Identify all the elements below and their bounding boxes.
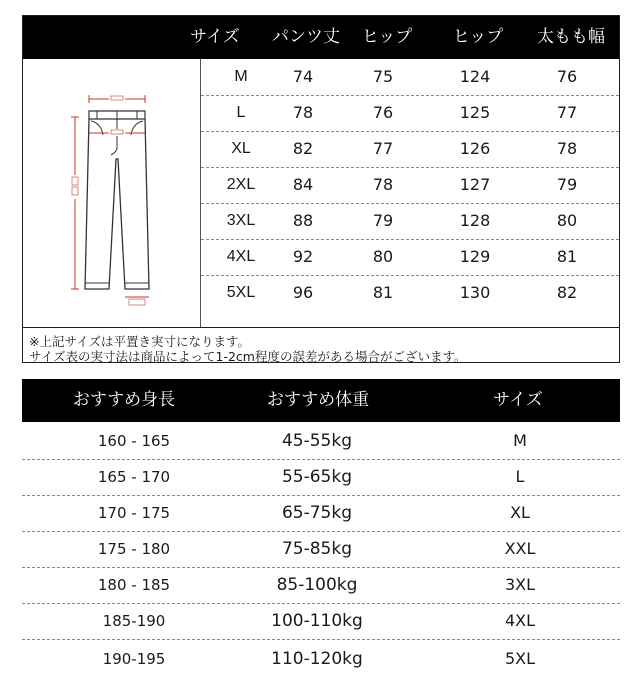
cell-length: 88 bbox=[292, 211, 314, 230]
cell-height: 185-190 bbox=[102, 612, 166, 630]
pants-diagram-icon bbox=[23, 59, 201, 327]
cell-hip: 79 bbox=[372, 211, 394, 230]
cell-hip: 80 bbox=[372, 247, 394, 266]
table-row bbox=[201, 167, 619, 203]
table-row bbox=[22, 495, 620, 531]
cell-length: 78 bbox=[292, 103, 314, 122]
cell-thigh: 82 bbox=[556, 283, 578, 302]
cell-length: 84 bbox=[292, 175, 314, 194]
cell-length: 74 bbox=[292, 67, 314, 86]
cell-length: 92 bbox=[292, 247, 314, 266]
cell-weight: 65-75kg bbox=[281, 503, 353, 523]
cell-length: 82 bbox=[292, 139, 314, 158]
table-row bbox=[201, 95, 619, 131]
cell-weight: 85-100kg bbox=[276, 575, 358, 595]
cell-height: 180 - 185 bbox=[97, 576, 171, 594]
cell-thigh: 77 bbox=[556, 103, 578, 122]
cell-weight: 55-65kg bbox=[281, 467, 353, 487]
cell-hip: 78 bbox=[372, 175, 394, 194]
row-divider bbox=[22, 639, 620, 640]
cell-hip-2: 127 bbox=[459, 175, 491, 194]
cell-hip: 81 bbox=[372, 283, 394, 302]
recommendation-header bbox=[22, 379, 620, 422]
cell-weight: 110-120kg bbox=[271, 649, 363, 669]
cell-thigh: 78 bbox=[556, 139, 578, 158]
size-chart-body bbox=[201, 59, 619, 327]
table-row bbox=[22, 531, 620, 567]
cell-size: 5XL bbox=[226, 284, 256, 301]
header-hip-2: ヒップ bbox=[452, 27, 504, 47]
cell-thigh: 76 bbox=[556, 67, 578, 86]
cell-height: 165 - 170 bbox=[97, 468, 171, 486]
cell-size: M bbox=[513, 431, 527, 450]
cell-hip-2: 130 bbox=[459, 283, 491, 302]
table-row bbox=[201, 59, 619, 95]
header-recommended-weight: おすすめ体重 bbox=[266, 390, 370, 410]
cell-size: 3XL bbox=[504, 575, 536, 594]
recommendation-table bbox=[22, 379, 620, 677]
cell-size: XL bbox=[231, 140, 251, 157]
header-thigh-width: 太もも幅 bbox=[537, 27, 605, 47]
table-row bbox=[22, 567, 620, 603]
cell-thigh: 80 bbox=[556, 211, 578, 230]
table-row bbox=[201, 275, 619, 311]
cell-size: M bbox=[234, 68, 248, 85]
cell-height: 170 - 175 bbox=[97, 504, 171, 522]
size-chart-header bbox=[23, 16, 619, 59]
pants-illustration bbox=[23, 59, 201, 327]
cell-weight: 100-110kg bbox=[271, 611, 363, 631]
table-row bbox=[22, 423, 620, 459]
header-pants-length: パンツ丈 bbox=[272, 27, 340, 47]
cell-size: 5XL bbox=[504, 649, 536, 668]
cell-hip-2: 124 bbox=[459, 67, 491, 86]
cell-thigh: 79 bbox=[556, 175, 578, 194]
table-row bbox=[22, 603, 620, 639]
size-chart-notes bbox=[23, 327, 619, 363]
cell-height: 175 - 180 bbox=[97, 540, 171, 558]
cell-weight: 75-85kg bbox=[281, 539, 353, 559]
cell-size: L bbox=[236, 104, 246, 121]
table-row bbox=[201, 131, 619, 167]
header-recommended-height: おすすめ身長 bbox=[72, 390, 176, 410]
cell-hip: 75 bbox=[372, 67, 394, 86]
cell-hip-2: 128 bbox=[459, 211, 491, 230]
table-row bbox=[22, 641, 620, 677]
cell-weight: 45-55kg bbox=[281, 431, 353, 451]
header-size: サイズ bbox=[493, 390, 543, 410]
table-row bbox=[201, 239, 619, 275]
cell-height: 190-195 bbox=[102, 650, 166, 668]
cell-size: XL bbox=[510, 503, 530, 522]
table-row bbox=[22, 459, 620, 495]
cell-height: 160 - 165 bbox=[97, 432, 171, 450]
cell-size: 4XL bbox=[504, 611, 536, 630]
cell-length: 96 bbox=[292, 283, 314, 302]
header-hip-1: ヒップ bbox=[361, 27, 413, 47]
cell-hip-2: 126 bbox=[459, 139, 491, 158]
note-line-1: ※上記サイズは平置き実寸になります。 bbox=[29, 334, 250, 349]
cell-thigh: 81 bbox=[556, 247, 578, 266]
cell-size: 4XL bbox=[226, 248, 256, 265]
size-chart-table bbox=[22, 15, 620, 363]
cell-size: 2XL bbox=[226, 176, 256, 193]
header-size: サイズ bbox=[190, 27, 240, 47]
cell-size: 3XL bbox=[226, 212, 256, 229]
table-row bbox=[201, 203, 619, 239]
cell-hip-2: 125 bbox=[459, 103, 491, 122]
cell-hip-2: 129 bbox=[459, 247, 491, 266]
cell-hip: 76 bbox=[372, 103, 394, 122]
cell-size: L bbox=[515, 467, 525, 486]
cell-hip: 77 bbox=[372, 139, 394, 158]
note-line-2: サイズ表の実寸法は商品によって1-2cm程度の誤差がある場合がございます。 bbox=[29, 349, 467, 364]
cell-size: XXL bbox=[504, 539, 536, 558]
